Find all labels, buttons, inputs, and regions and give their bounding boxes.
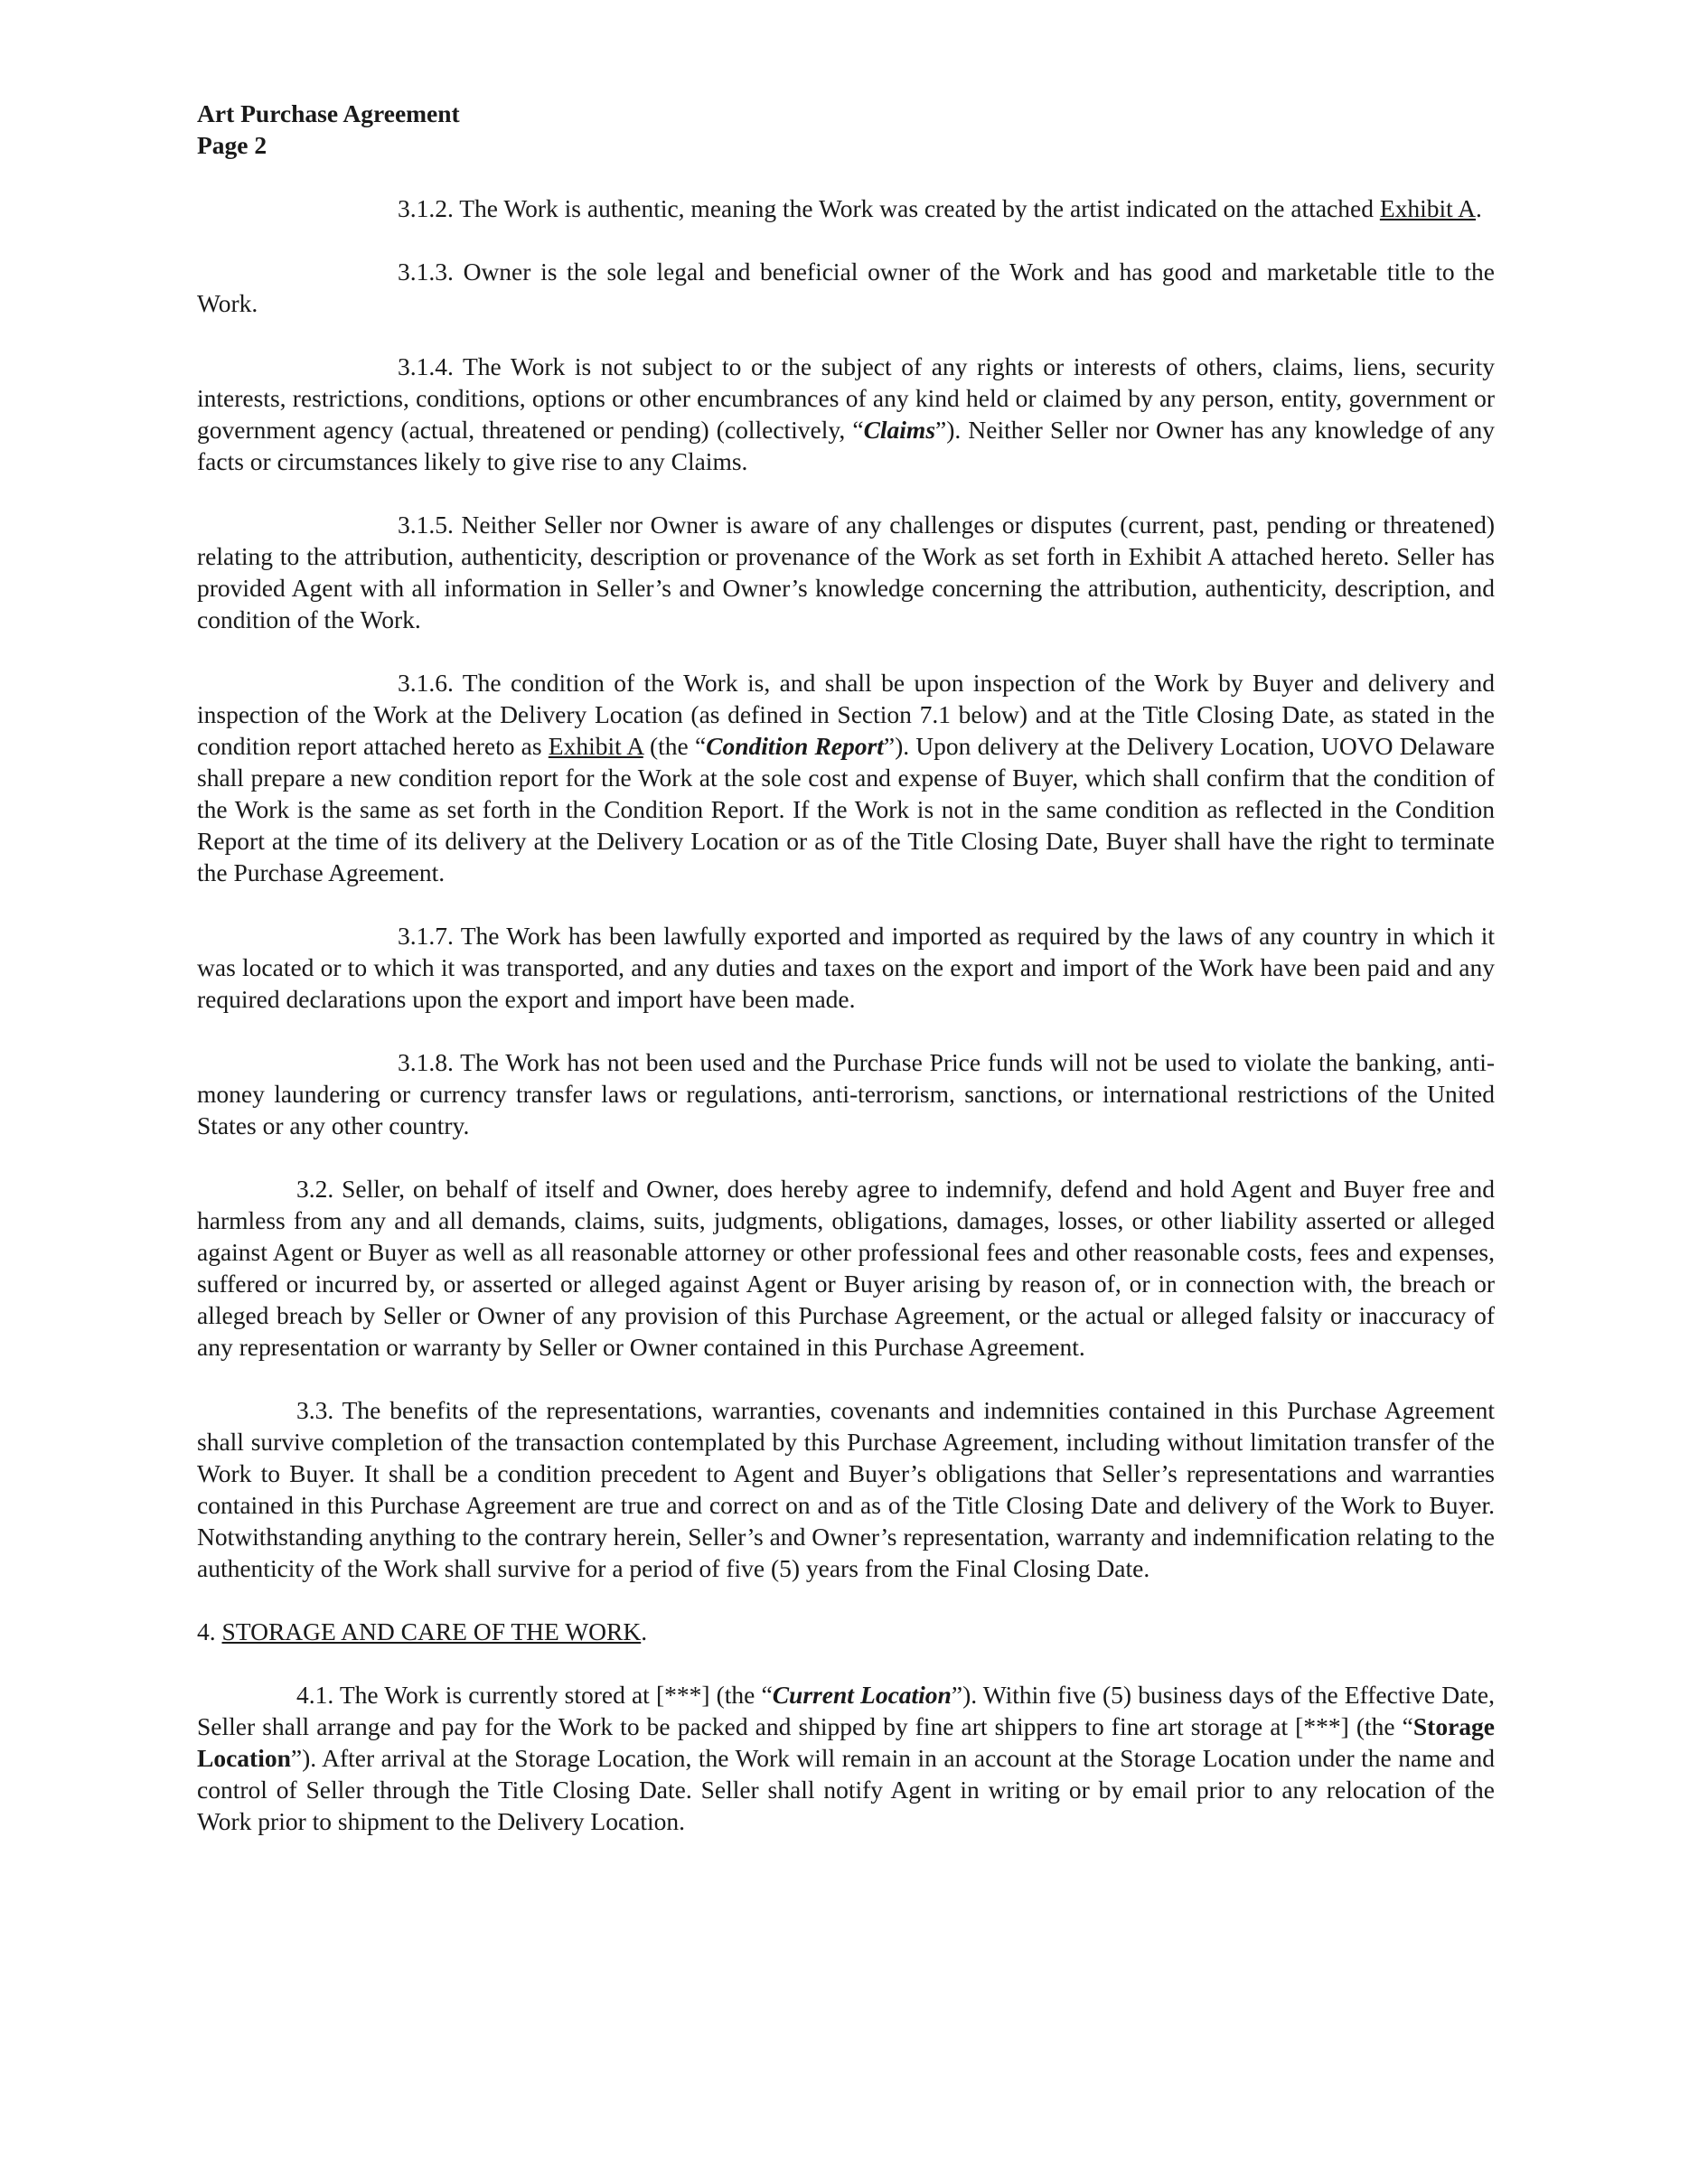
clause-4-1: 4.1. The Work is currently stored at [***] (the “Current Location”). Within five (5) business days of the Effective Date, Seller shall arrange and pay for the Work to be packed and shipped by fine art shippers to fine art storage at [***] (the “Storage Location”). After arrival at the Storage Location, the Work will remain in an account at the Storage Location under the name and control of Seller through the Title Closing Date. Seller shall notify Agent in writing or by email prior to any relocation of the Work prior to shipment to the Delivery Location.	[197, 1681, 1495, 1835]
clause-3-2: 3.2. Seller, on behalf of itself and Owner, does hereby agree to indemnify, defend and hold Agent and Buyer free and harmless from any and all demands, claims, suits, judgments, obligations, damages, losses, or other liability asserted or alleged against Agent or Buyer as well as all reasonable attorney or other professional fees and other reasonable costs, fees and expenses, suffered or incurred by, or asserted or alleged against Agent or Buyer arising by reason of, or in connection with, the breach or alleged breach by Seller or Owner of any provision of this Purchase Agreement, or the actual or alleged falsity or inaccuracy of any representation or warranty by Seller or Owner contained in this Purchase Agreement.	[197, 1175, 1495, 1361]
defined-term-condition-report: Condition Report	[706, 732, 884, 760]
document-page	[197, 98, 1495, 1837]
clause-3-1-7: 3.1.7. The Work has been lawfully exported and imported as required by the laws of any country in which it was located or to which it was transported, and any duties and taxes on the export and import of the Work have been paid and any required declarations upon the export and import have been made.	[197, 922, 1495, 1013]
defined-term-claims: Claims	[863, 416, 936, 444]
page-header	[197, 98, 1495, 161]
defined-term-current-location: Current Location	[772, 1681, 952, 1709]
page-number: Page 2	[197, 131, 267, 159]
clause-3-1-8: 3.1.8. The Work has not been used and the Purchase Price funds will not be used to violate the banking, anti-money laundering or currency transfer laws or regulations, anti-terrorism, sanctions, or international restrictions of the United States or any other country.	[197, 1048, 1495, 1139]
clause-3-3: 3.3. The benefits of the representations, warranties, covenants and indemnities contained in this Purchase Agreement shall survive completion of the transaction contemplated by this Purchase Agreement, including without limitation transfer of the Work to Buyer. It shall be a condition precedent to Agent and Buyer’s obligations that Seller’s representations and warranties contained in this Purchase Agreement are true and correct on and as of the Title Closing Date and delivery of the Work to Buyer. Notwithstanding anything to the contrary herein, Seller’s and Owner’s representation, warranty and indemnification relating to the authenticity of the Work shall survive for a period of five (5) years from the Final Closing Date.	[197, 1396, 1495, 1582]
clause-3-1-3: 3.1.3. Owner is the sole legal and beneficial owner of the Work and has good and marketable title to the Work.	[197, 258, 1495, 317]
exhibit-a-reference: Exhibit A	[548, 732, 643, 760]
defined-term-storage-location: Storage Location	[197, 1712, 1495, 1772]
section-4-title: STORAGE AND CARE OF THE WORK	[221, 1617, 642, 1645]
clause-3-1-4: 3.1.4. The Work is not subject to or the subject of any rights or interests of others, claims, liens, security interests, restrictions, conditions, options or other encumbrances of any kind held or claimed by any person, entity, government or government agency (actual, threatened or pending) (collectively, “Claims”). Neither Seller nor Owner has any knowledge of any facts or circumstances likely to give rise to any Claims.	[197, 352, 1495, 475]
document-title: Art Purchase Agreement	[197, 99, 460, 127]
clause-3-1-5: 3.1.5. Neither Seller nor Owner is aware of any challenges or disputes (current, past, pending or threatened) relating to the attribution, authenticity, description or provenance of the Work as set forth in Exhibit A attached hereto. Seller has provided Agent with all information in Seller’s and Owner’s knowledge concerning the attribution, authenticity, description, and condition of the Work.	[197, 511, 1495, 633]
clause-3-1-2: 3.1.2. The Work is authentic, meaning the Work was created by the artist indicated on the attached Exhibit A.	[398, 194, 1482, 222]
clause-3-1-6: 3.1.6. The condition of the Work is, and shall be upon inspection of the Work by Buyer and delivery and inspection of the Work at the Delivery Location (as defined in Section 7.1 below) and at the Title Closing Date, as stated in the condition report attached hereto as Exhibit A (the “Condition Report”). Upon delivery at the Delivery Location, UOVO Delaware shall prepare a new condition report for the Work at the sole cost and expense of Buyer, which shall confirm that the condition of the Work is the same as set forth in the Condition Report. If the Work is not in the same condition as reflected in the Condition Report at the time of its delivery at the Delivery Location or as of the Title Closing Date, Buyer shall have the right to terminate the Purchase Agreement.	[197, 669, 1495, 886]
exhibit-a-reference: Exhibit A	[1379, 194, 1477, 222]
section-4-heading: 4. STORAGE AND CARE OF THE WORK.	[197, 1617, 648, 1645]
